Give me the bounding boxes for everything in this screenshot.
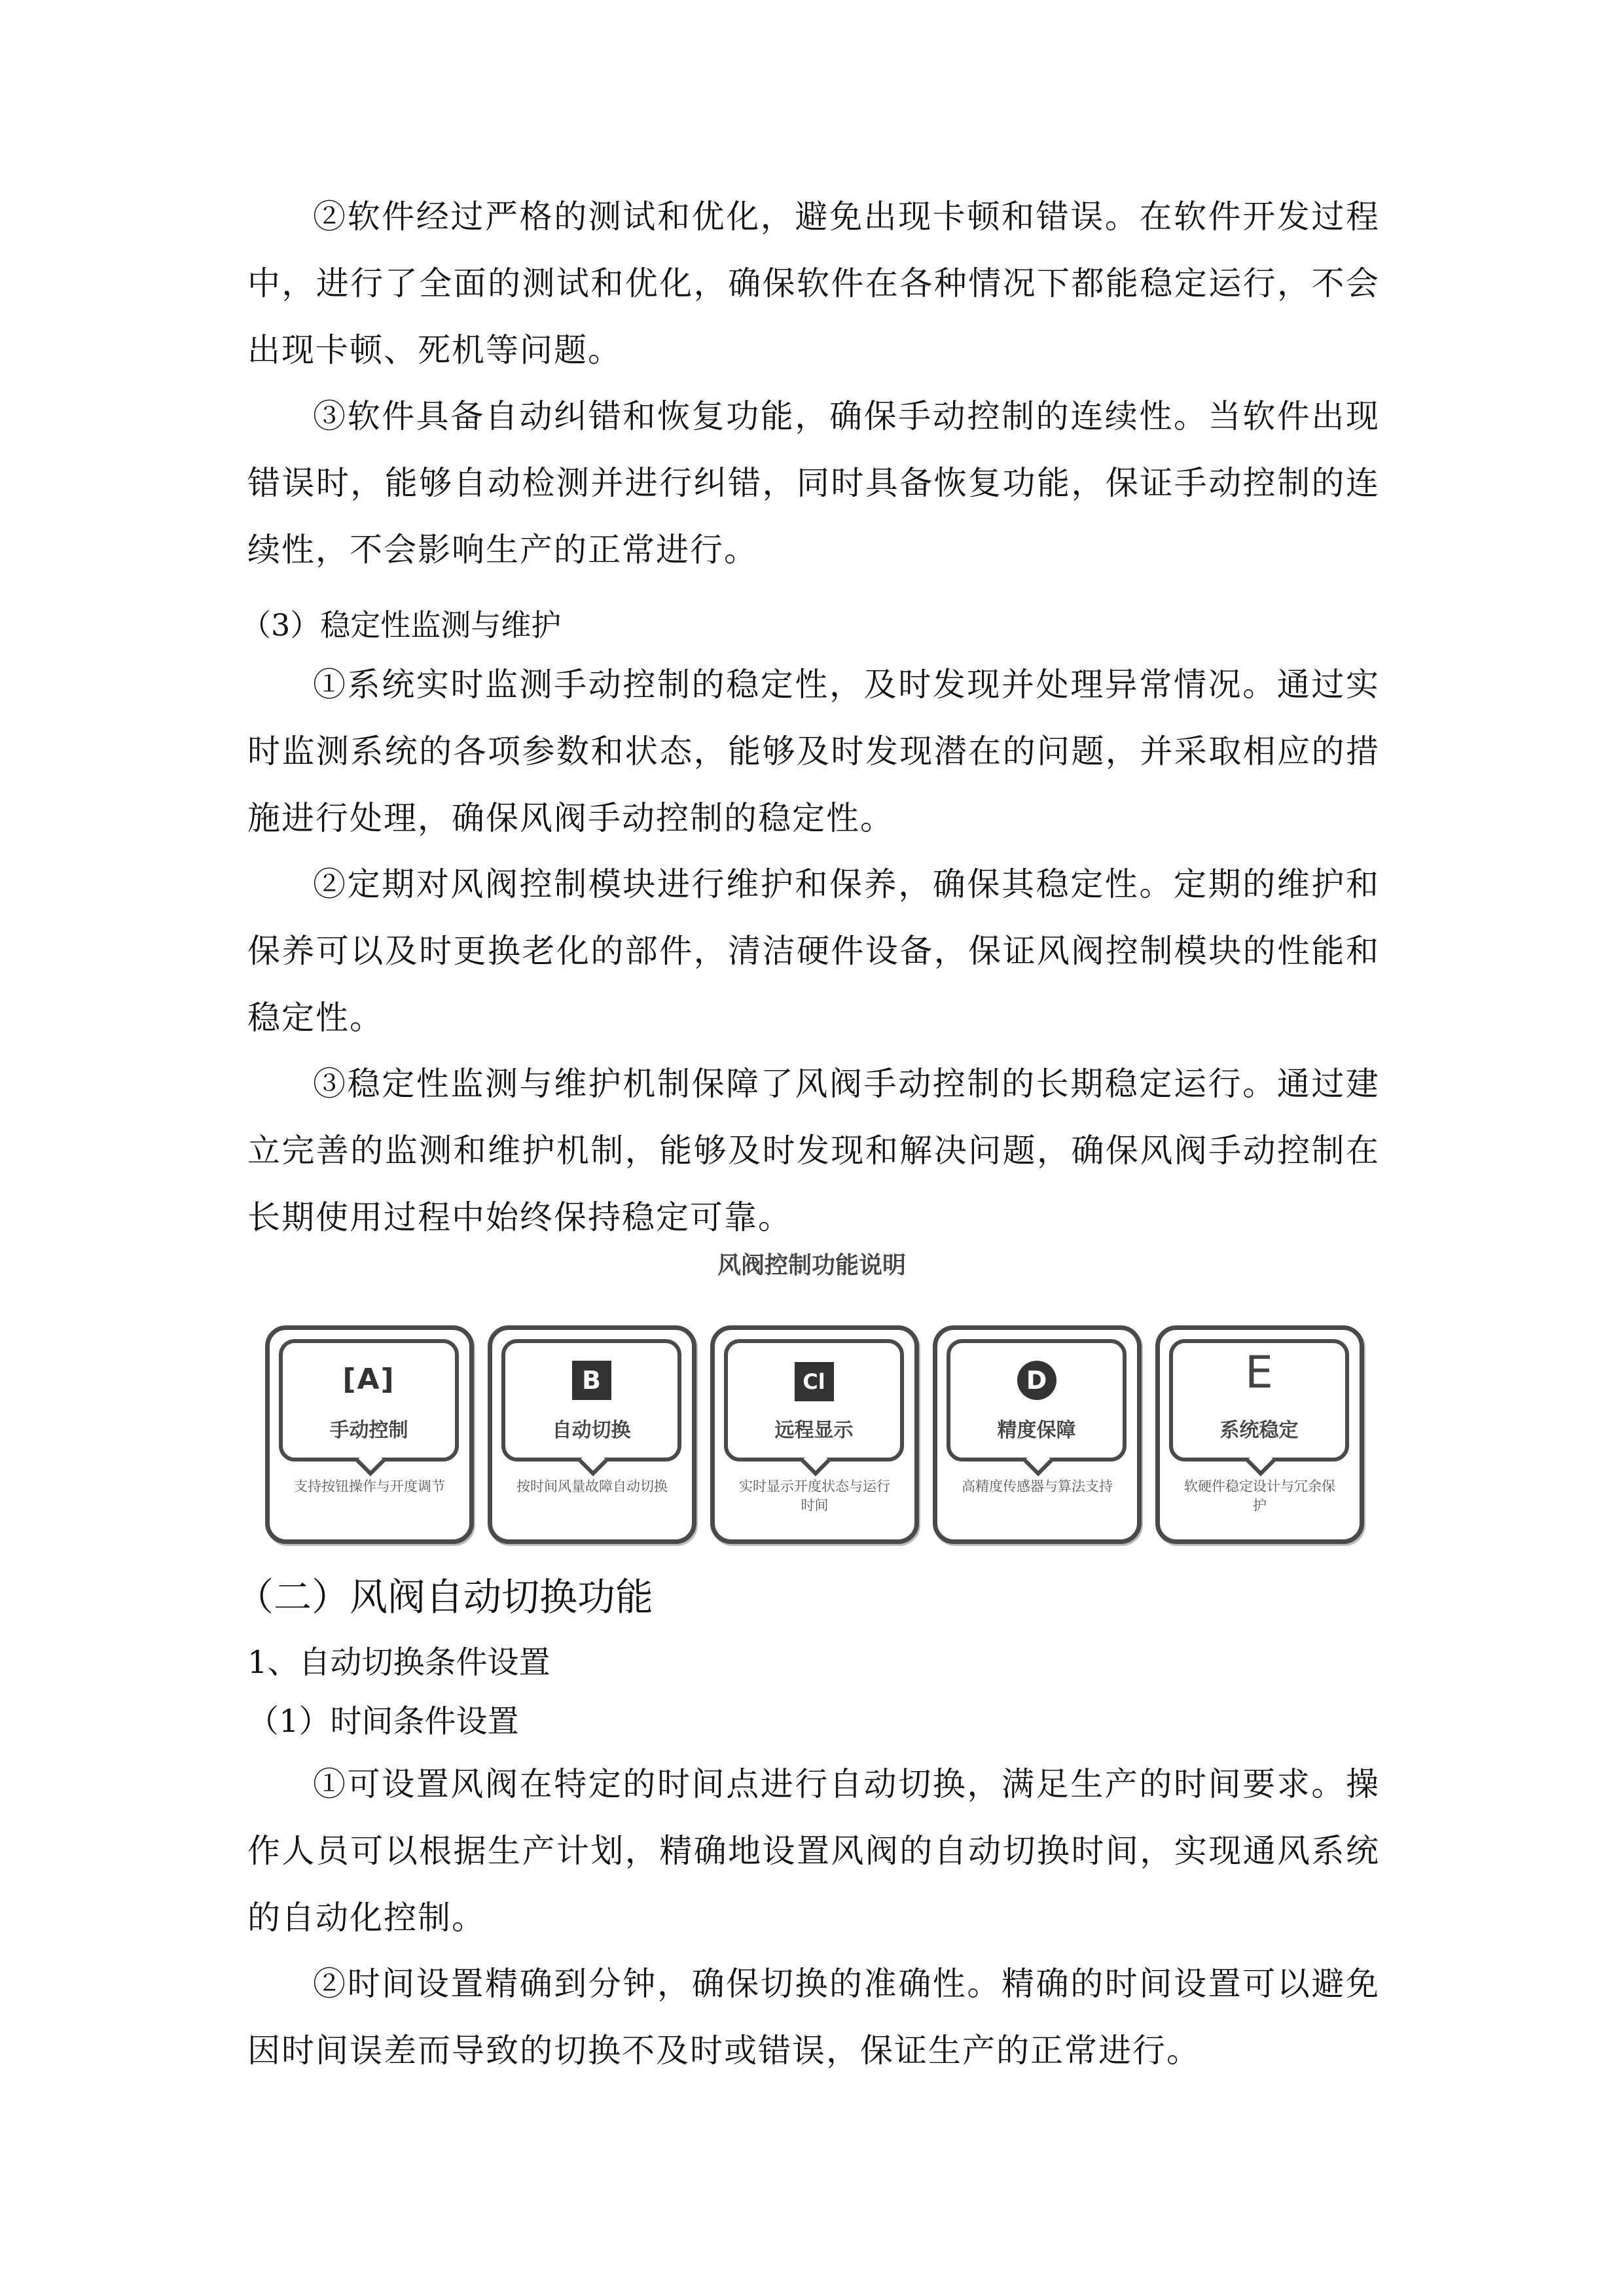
bracket-a-icon: [A]	[342, 1363, 395, 1396]
card-label: 自动切换	[552, 1419, 631, 1442]
card-label: 远程显示	[774, 1419, 854, 1442]
letter-e-icon: E	[1245, 1347, 1273, 1399]
paragraph-time-setting: ①可设置风阀在特定的时间点进行自动切换，满足生产的时间要求。操作人员可以根据生产计划，精确地设置风阀的自动切换时间，实现通风系统的自动化控制。	[247, 1765, 1380, 1937]
paragraph-software-testing: ②软件经过严格的测试和优化，避免出现卡顿和错误。在软件开发过程中，进行了全面的测试和优化，确保软件在各种情况下都能稳定运行，不会出现卡顿、死机等问题。	[247, 198, 1380, 369]
card-description: 支持按钮操作与开度调节	[294, 1479, 445, 1494]
card-header	[724, 1339, 904, 1462]
circle-d-icon: D	[950, 1357, 1123, 1400]
card-manual-control	[265, 1325, 474, 1544]
card-precision	[933, 1325, 1142, 1544]
card-description: 软硬件稳定设计与冗余保护	[1184, 1479, 1335, 1513]
card-header	[947, 1339, 1127, 1462]
card-label: 系统稳定	[1219, 1419, 1299, 1442]
paragraph-time-precision: ②时间设置精确到分钟，确保切换的准确性。精确的时间设置可以避免因时间误差而导致的切换不及时或错误，保证生产的正常进行。	[247, 1965, 1380, 2070]
paragraph-periodic-maintenance: ②定期对风阀控制模块进行维护和保养，确保其稳定性。定期的维护和保养可以及时更换老化的部件，清洁硬件设备，保证风阀控制模块的性能和稳定性。	[247, 865, 1380, 1037]
paragraph-maintenance-mechanism: ③稳定性监测与维护机制保障了风阀手动控制的长期稳定运行。通过建立完善的监测和维护机制，能够及时发现和解决问题，确保风阀手动控制在长期使用过程中始终保持稳定可靠。	[247, 1065, 1380, 1236]
square-cl-icon: Cl	[728, 1357, 900, 1401]
card-auto-switch	[488, 1325, 696, 1544]
card-description: 按时间风量故障自动切换	[516, 1479, 668, 1494]
card-description: 高精度传感器与算法支持	[962, 1479, 1113, 1494]
figure-title: 风阀控制功能说明	[717, 1252, 906, 1279]
subsection-title: 1、自动切换条件设置	[247, 1644, 550, 1681]
card-label: 精度保障	[997, 1419, 1076, 1442]
card-system-stability	[1155, 1325, 1364, 1544]
card-remote-display	[710, 1325, 919, 1544]
card-header	[1169, 1339, 1349, 1462]
card-header	[501, 1339, 681, 1462]
square-b-icon: B	[505, 1357, 677, 1400]
card-label: 手动控制	[329, 1419, 408, 1442]
card-description: 实时显示开度状态与运行时间	[739, 1479, 890, 1513]
card-header	[279, 1339, 459, 1462]
heading-stability-monitoring: （3）稳定性监测与维护	[241, 607, 562, 643]
paragraph-auto-recovery: ③软件具备自动纠错和恢复功能，确保手动控制的连续性。当软件出现错误时，能够自动检测并进行纠错，同时具备恢复功能，保证手动控制的连续性，不会影响生产的正常进行。	[247, 397, 1380, 569]
paragraph-realtime-monitoring: ①系统实时监测手动控制的稳定性，及时发现并处理异常情况。通过实时监测系统的各项参数和状态，能够及时发现潜在的问题，并采取相应的措施进行处理，确保风阀手动控制的稳定性。	[247, 666, 1380, 837]
subsubsection-title: （1）时间条件设置	[247, 1703, 519, 1740]
section-title: （二）风阀自动切换功能	[236, 1575, 654, 1619]
function-figure	[259, 1247, 1365, 1545]
function-cards	[265, 1325, 1362, 1545]
